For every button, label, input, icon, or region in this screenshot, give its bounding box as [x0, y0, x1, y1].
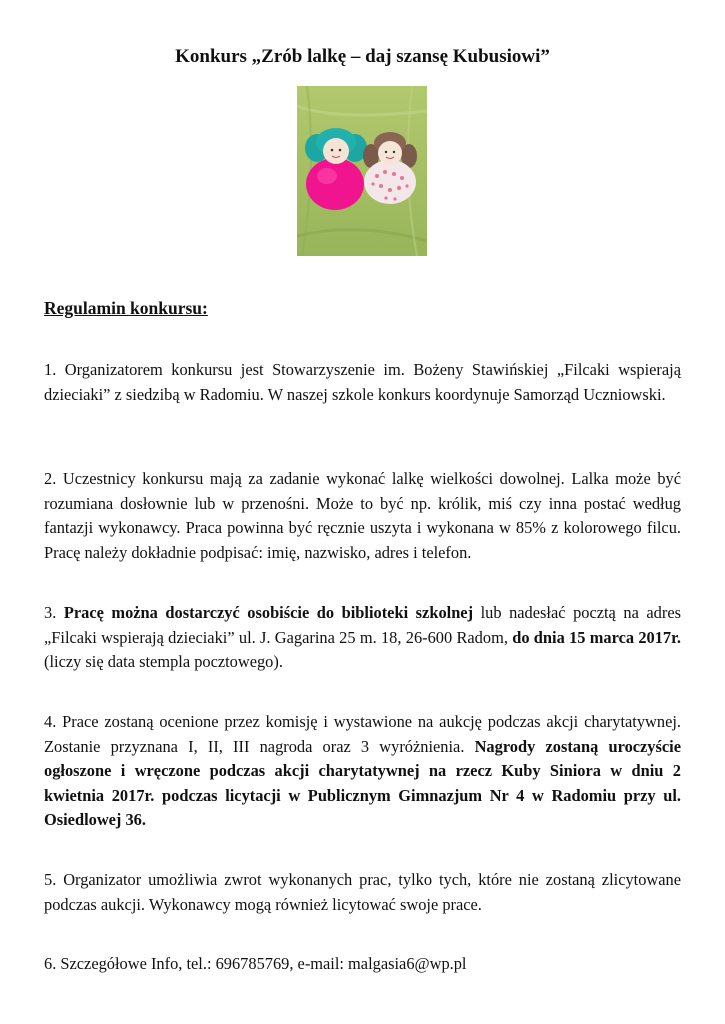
rule-3-bold-delivery: Pracę można dostarczyć osobiście do biblioteki szkolnej — [63, 603, 474, 622]
dolls-photo — [297, 86, 427, 256]
rule-2-text: 2. Uczestnicy konkursu mają za zadanie wykonać lalkę wielkości dowolnej. Lalka może być rozumiana dosłownie lub w przenośni. Może to być np. królik, miś czy inna postać według fantazji wykonawcy. Praca powinna być ręcznie uszyta i wykonana w 85% z kolorowego filcu. Pracę należy dokładnie podpisać: imię, nazwisko, adres i telefon. — [44, 469, 681, 562]
rule-1-text: 1. Organizatorem konkursu jest Stowarzyszenie im. Bożeny Stawińskiej „Filcaki wspierają dzieciaki” z siedzibą w Radomiu. W naszej szkole konkurs koordynuje Samorząd Uczniowski. — [44, 360, 681, 404]
dolls-illustration — [297, 86, 427, 256]
left-doll — [305, 128, 367, 210]
rule-3-text-postmark: (liczy się data stempla pocztowego). — [44, 652, 283, 671]
rule-4 — [44, 710, 681, 833]
rule-4-bold-awards: Nagrody zostaną uroczyście ogłoszone i wręczone podczas akcji charytatywnej na rzecz Kuby Siniora w dniu 2 kwietnia 2017r. podczas licytacji w Publicznym Gimnazjum Nr 4 w Radomiu przy ul. Osiedlowej 36. — [44, 736, 681, 829]
rule-3 — [44, 601, 681, 675]
rule-3-text-address: lub nadesłać pocztą na adres „Filcaki wspierają dzieciaki” ul. J. Gagarina 25 m. 18, 26-600 Radom, — [44, 603, 681, 647]
rule-2 — [44, 467, 681, 565]
rule-5-text: 5. Organizator umożliwia zwrot wykonanych prac, tylko tych, które nie zostaną zlicytowane podczas aukcji. Wykonawcy mogą również licytować swoje prace. — [44, 870, 681, 914]
rules-heading: Regulamin konkursu: — [44, 298, 208, 318]
rule-3-number: 3. — [44, 603, 64, 622]
rule-1 — [44, 358, 681, 407]
rule-3-bold-deadline: do dnia 15 marca 2017r. — [512, 627, 681, 647]
rule-6 — [44, 952, 681, 977]
rule-6-contact: 6. Szczegółowe Info, tel.: 696785769, e-mail: malgasia6@wp.pl — [44, 954, 467, 973]
rule-5 — [44, 868, 681, 917]
rule-4-text: 4. Prace zostaną ocenione przez komisję i wystawione na aukcję podczas akcji charytatywnej. Zostanie przyznana I, II, III nagroda oraz 3 wyróżnienia. — [44, 712, 681, 756]
page-title: Konkurs „Zrób lalkę – daj szansę Kubusiowi” — [175, 46, 550, 67]
